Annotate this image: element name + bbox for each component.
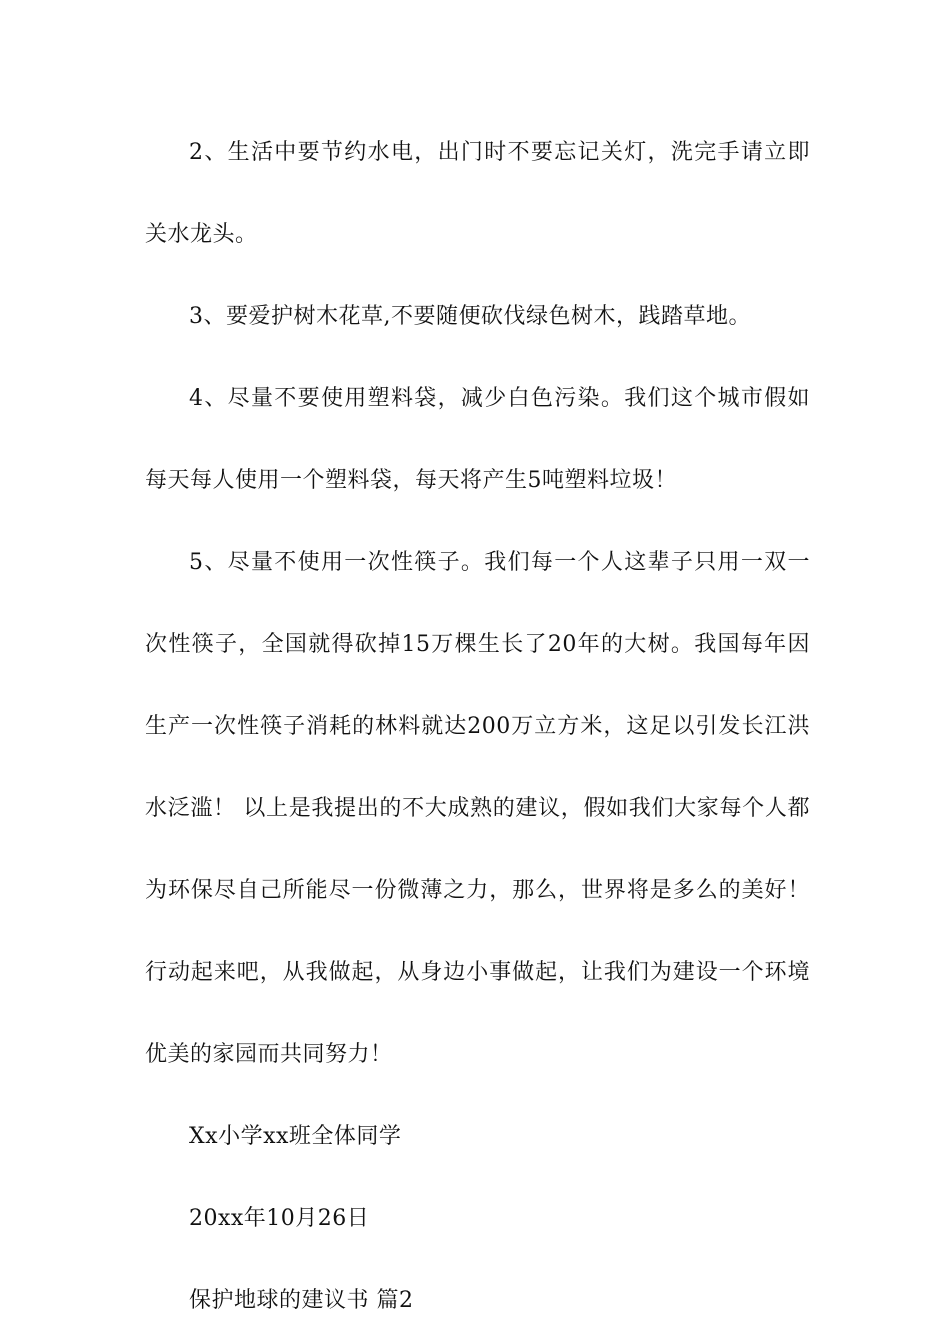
document-body — [145, 112, 810, 1342]
paragraph-chopsticks: 5、尽量不使用一次性筷子。我们每一个人这辈子只用一双一次性筷子，全国就得砍掉15万棵生长了20年的大树。我国每年因生产一次性筷子消耗的林料就达200万立方米，这足以引发长江洪水泛滥！ 以上是我提出的不大成熟的建议，假如我们大家每个人都为环保尽自己所能尽一份微薄之力，那么，世界将是多么的美好！行动起来吧，从我做起，从身边小事做起，让我们为建设一个环境优美的家园而共同努力！ — [145, 550, 810, 1067]
paragraph-plastic-bags: 4、尽量不要使用塑料袋，减少白色污染。我们这个城市假如每天每人使用一个塑料袋，每天将产生5吨塑料垃圾！ — [145, 386, 810, 493]
paragraph-water-electricity: 2、生活中要节约水电，出门时不要忘记关灯，洗完手请立即关水龙头。 — [145, 140, 810, 247]
signature: Xx小学xx班全体同学 — [189, 1124, 402, 1149]
paragraph-protect-trees: 3、要爱护树木花草,不要随便砍伐绿色树木，践踏草地。 — [189, 304, 751, 329]
date: 20xx年10月26日 — [189, 1206, 370, 1231]
next-section-title: 保护地球的建议书 篇2 — [189, 1288, 414, 1313]
